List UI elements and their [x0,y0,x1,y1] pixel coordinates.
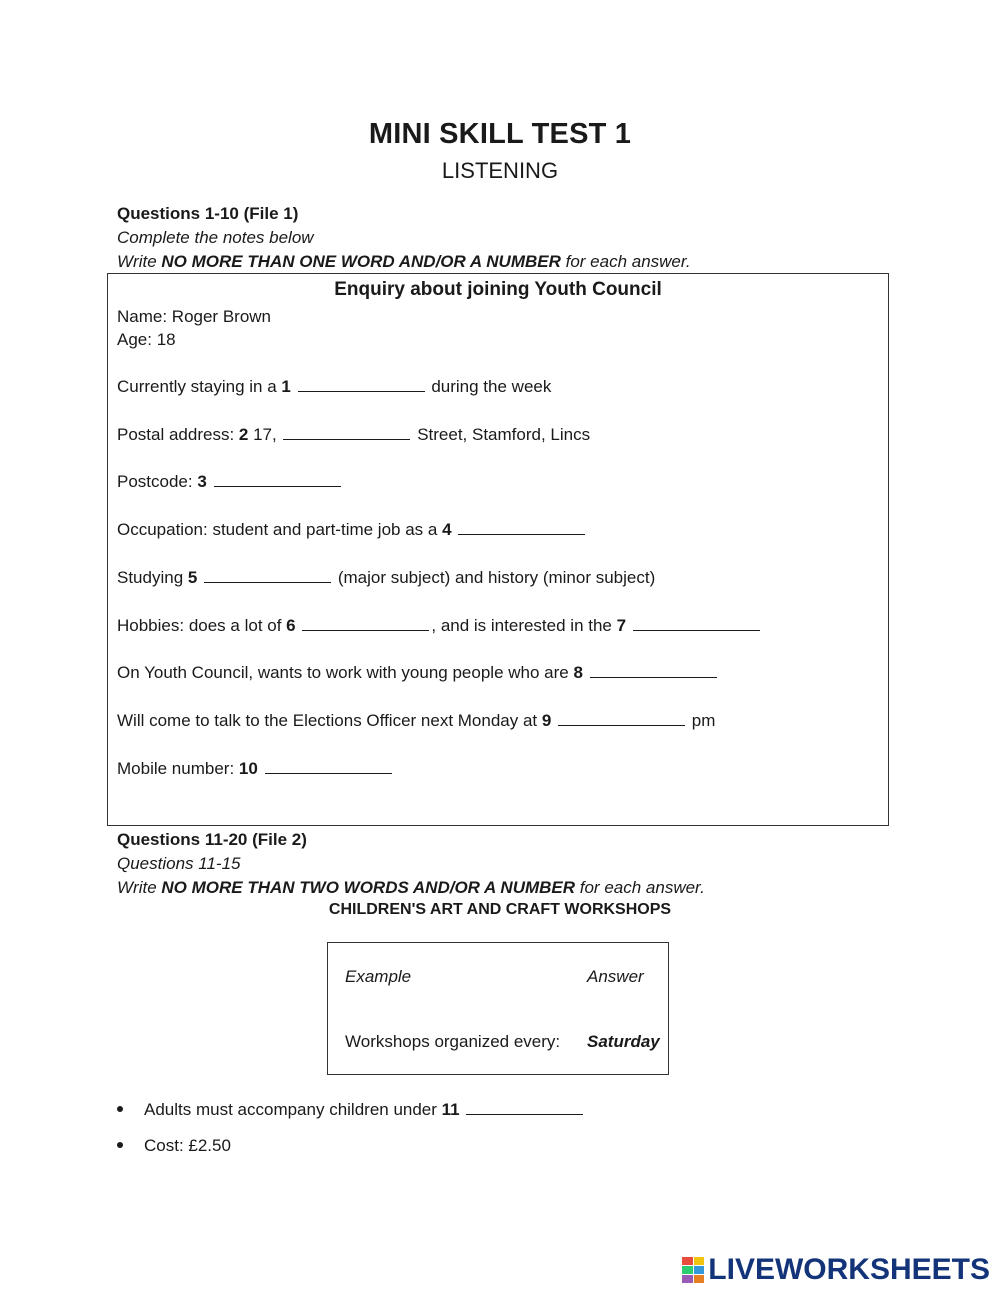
question-number: 11 [441,1100,460,1119]
answer-blank-7[interactable] [633,614,760,631]
question-number: 6 [286,616,296,635]
answer-blank-3[interactable] [214,470,341,487]
bullet-dot-icon [117,1106,123,1112]
section2-write-rule: Write NO MORE THAN TWO WORDS AND/OR A NUMBER for each answer. [117,878,705,897]
question-number: 5 [187,568,198,587]
section1-instruction: Complete the notes below [117,228,314,247]
question-number: 1 [281,377,291,396]
example-answer: Saturday [587,1032,660,1051]
question-10: Mobile number: 10 [117,757,394,781]
bullet-dot-icon [117,1142,123,1148]
question-1: Currently staying in a 1 during the week [117,377,552,396]
question-number: 9 [541,711,552,730]
section1-heading: Questions 1-10 (File 1) [117,204,299,223]
question-number: 7 [616,616,627,635]
answer-blank-9[interactable] [558,709,685,726]
bullet-item-cost: Cost: £2.50 [117,1134,231,1158]
question-3: Postcode: 3 [117,470,343,494]
liveworksheets-logo-icon [682,1257,704,1283]
answer-blank-2[interactable] [283,423,410,440]
section2-subheading: Questions 11-15 [117,854,241,873]
question-number: 4 [442,520,452,539]
question-4: Occupation: student and part-time job as a 4 [117,518,587,542]
age-line: Age: 18 [117,330,176,349]
question-number: 10 [238,759,258,778]
page-title: MINI SKILL TEST 1 [368,118,632,150]
page-subtitle: LISTENING [441,158,559,183]
answer-blank-11[interactable] [466,1098,583,1115]
answer-blank-10[interactable] [265,757,392,774]
question-number: 2 [238,425,249,444]
notes-box [107,273,889,826]
example-box [327,942,669,1075]
answer-blank-4[interactable] [458,518,585,535]
question-8: On Youth Council, wants to work with young people who are 8 [117,661,719,685]
liveworksheets-logo[interactable] [682,1254,990,1286]
question-number: 8 [573,663,583,682]
question-9: Will come to talk to the Elections Officer next Monday at 9 pm [117,711,716,730]
question-6-7: Hobbies: does a lot of 6 , and is interested in the 7 [117,614,762,638]
bullet-item-11: Adults must accompany children under 11 [117,1098,585,1122]
notes-box-title: Enquiry about joining Youth Council [334,279,662,300]
section2-heading: Questions 11-20 (File 2) [117,830,307,849]
answer-blank-8[interactable] [590,661,717,678]
write-rule-suffix: for each answer. [560,252,691,271]
write-rule-bold: NO MORE THAN ONE WORD AND/OR A NUMBER [161,252,561,271]
question-number: 3 [197,472,207,491]
answer-blank-1[interactable] [298,375,425,392]
workshops-title: CHILDREN'S ART AND CRAFT WORKSHOPS [328,901,672,918]
section1-write-rule [117,250,691,274]
example-text: Workshops organized every: [345,1032,561,1051]
answer-blank-5[interactable] [204,566,331,583]
question-5: Studying 5 (major subject) and history (minor subject) [117,568,656,587]
liveworksheets-logo-text: LIVEWORKSHEETS [708,1253,990,1286]
answer-label: Answer [587,967,644,986]
answer-blank-6[interactable] [302,614,429,631]
example-label: Example [345,967,412,986]
question-2: Postal address: 2 17, Street, Stamford, Lincs [117,425,591,444]
name-line: Name: Roger Brown [117,307,272,326]
write-rule-prefix: Write [117,252,162,271]
